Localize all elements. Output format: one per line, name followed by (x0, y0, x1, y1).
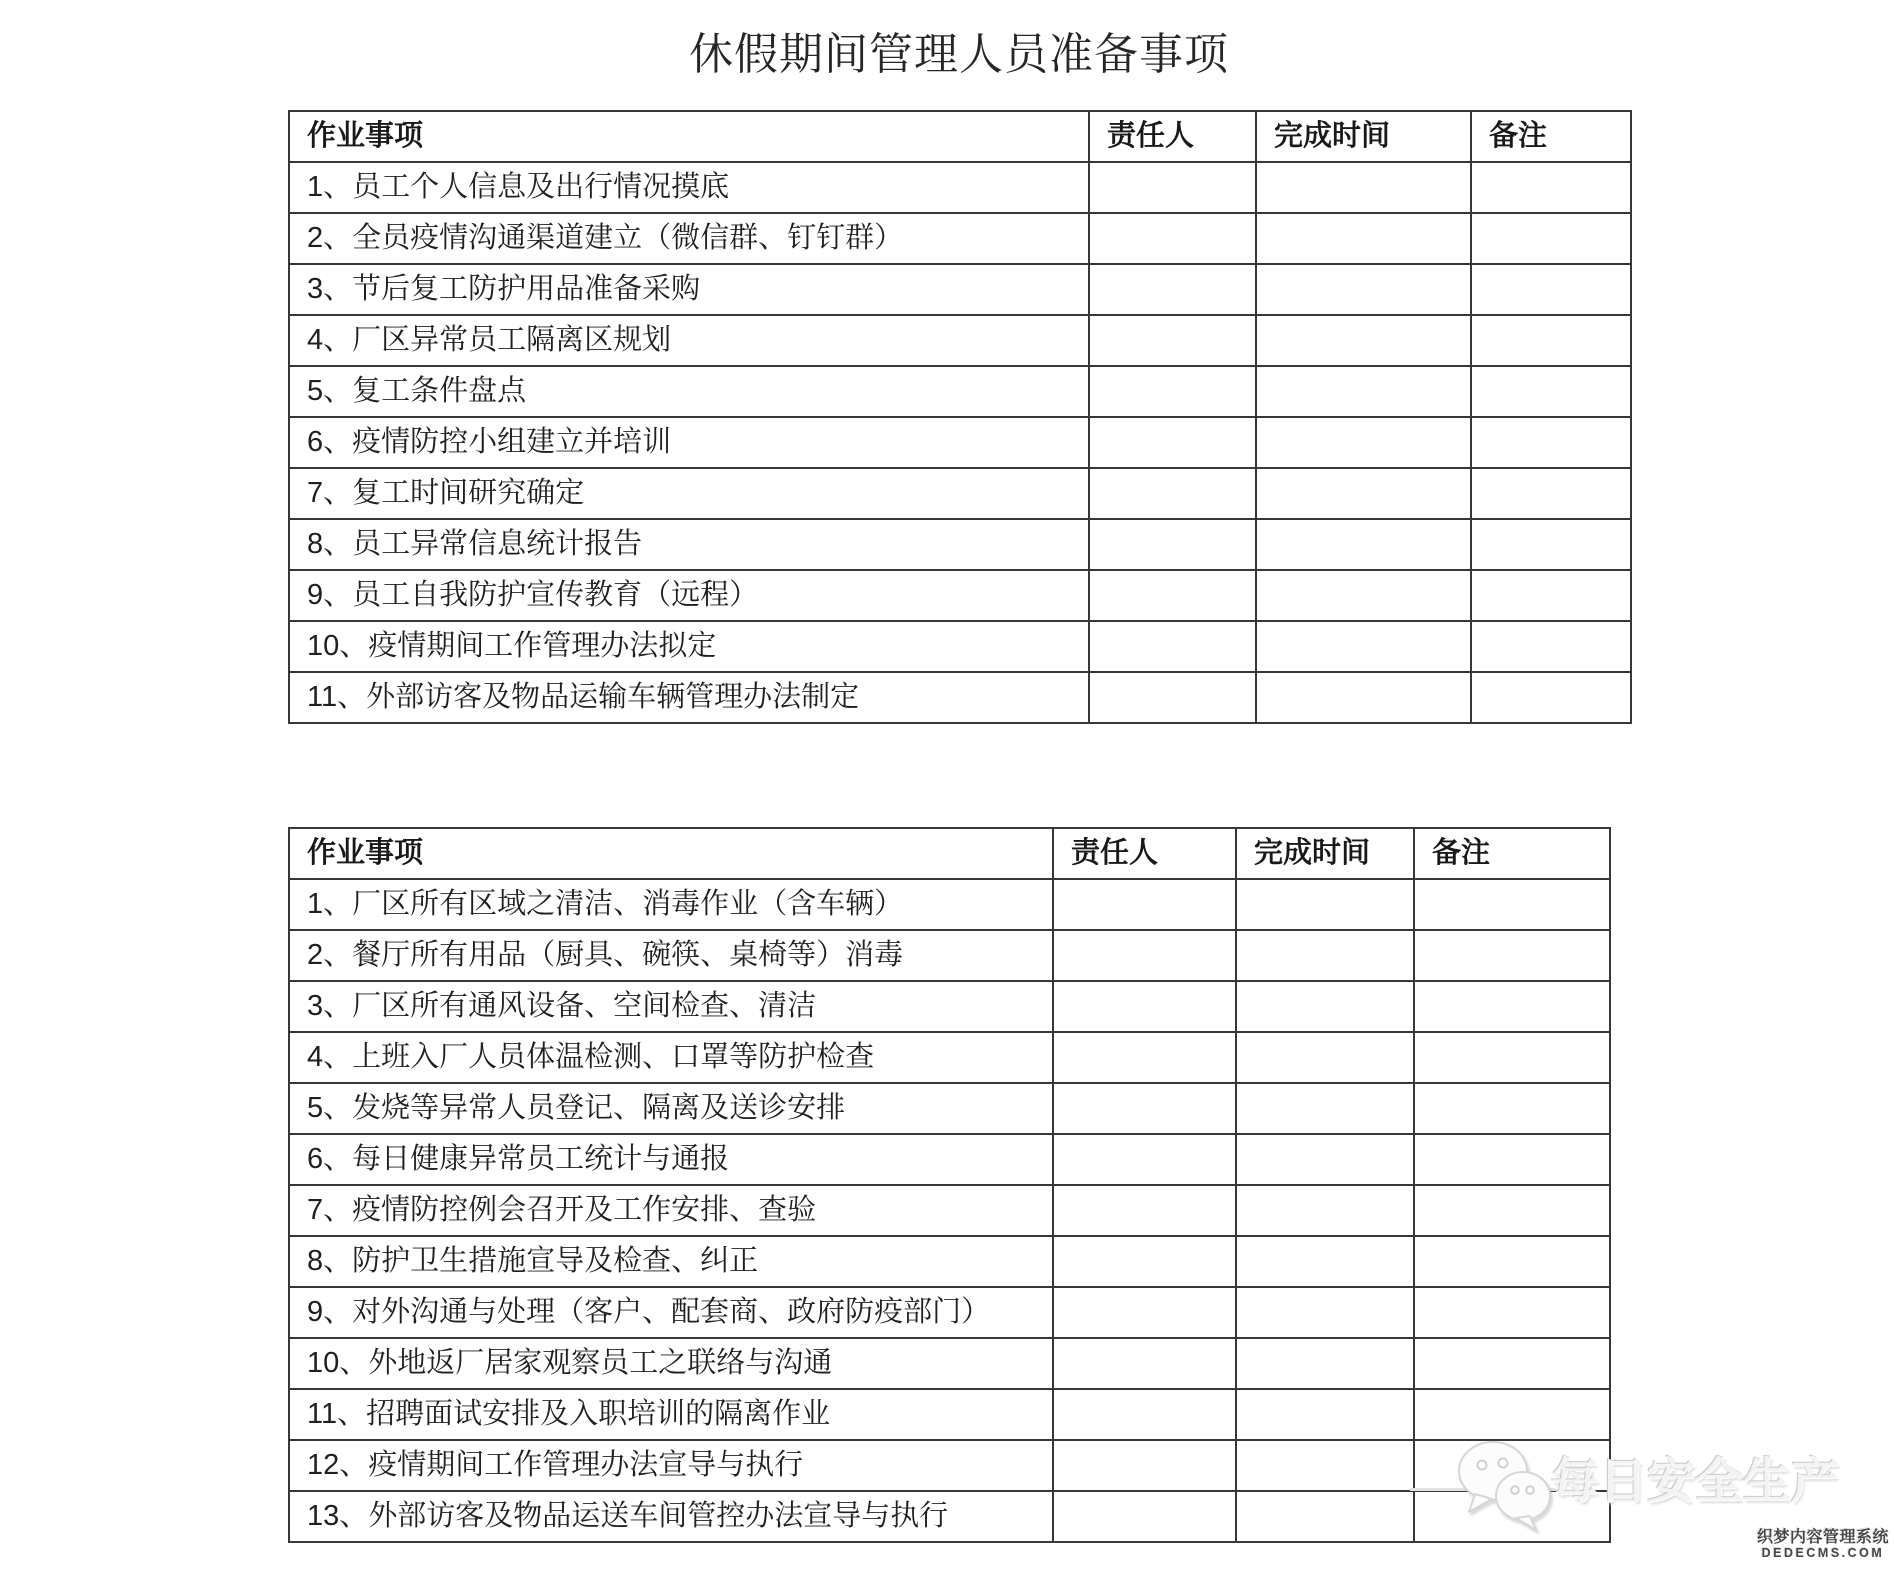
remarks-cell (1471, 621, 1631, 672)
responsible-cell (1053, 930, 1236, 981)
completion-time-cell (1236, 1236, 1414, 1287)
task-item-cell: 11、外部访客及物品运输车辆管理办法制定 (289, 672, 1089, 723)
completion-time-cell (1236, 981, 1414, 1032)
cms-badge-domain: DEDECMS.COM (1761, 1545, 1885, 1560)
task-item-cell: 4、厂区异常员工隔离区规划 (289, 315, 1089, 366)
responsible-cell (1053, 1491, 1236, 1542)
task-item-cell: 7、复工时间研究确定 (289, 468, 1089, 519)
remarks-cell (1471, 417, 1631, 468)
table-row (289, 1185, 1610, 1236)
remarks-cell (1471, 672, 1631, 723)
remarks-cell (1414, 879, 1610, 930)
table-row (289, 621, 1631, 672)
table-row (289, 1338, 1610, 1389)
table-row (289, 930, 1610, 981)
remarks-cell (1414, 1134, 1610, 1185)
remarks-cell (1414, 1032, 1610, 1083)
table-row (289, 1032, 1610, 1083)
remarks-cell (1414, 1338, 1610, 1389)
responsible-cell (1089, 264, 1256, 315)
table-row (289, 366, 1631, 417)
completion-time-cell (1256, 570, 1471, 621)
cms-badge (1757, 1529, 1889, 1560)
completion-time-cell (1256, 417, 1471, 468)
task-item-cell: 9、对外沟通与处理（客户、配套商、政府防疫部门） (289, 1287, 1053, 1338)
completion-time-cell (1256, 264, 1471, 315)
completion-time-cell (1256, 366, 1471, 417)
table-row (289, 879, 1610, 930)
remarks-cell (1414, 1083, 1610, 1134)
task-item-cell: 1、员工个人信息及出行情况摸底 (289, 162, 1089, 213)
column-header-completion-time: 完成时间 (1236, 828, 1414, 879)
responsible-cell (1053, 1185, 1236, 1236)
remarks-cell (1414, 1185, 1610, 1236)
table-row (289, 417, 1631, 468)
table-row (289, 1440, 1610, 1491)
responsible-cell (1089, 417, 1256, 468)
task-item-cell: 10、外地返厂居家观察员工之联络与沟通 (289, 1338, 1053, 1389)
task-item-cell: 6、每日健康异常员工统计与通报 (289, 1134, 1053, 1185)
responsible-cell (1053, 1338, 1236, 1389)
prep-table-operations (288, 827, 1611, 1543)
task-item-cell: 3、厂区所有通风设备、空间检查、清洁 (289, 981, 1053, 1032)
completion-time-cell (1256, 468, 1471, 519)
task-item-cell: 1、厂区所有区域之清洁、消毒作业（含车辆） (289, 879, 1053, 930)
table-row (289, 519, 1631, 570)
completion-time-cell (1236, 1083, 1414, 1134)
table-row (289, 264, 1631, 315)
table-row (289, 1389, 1610, 1440)
remarks-cell (1471, 570, 1631, 621)
remarks-cell (1471, 264, 1631, 315)
task-item-cell: 5、发烧等异常人员登记、隔离及送诊安排 (289, 1083, 1053, 1134)
table-row (289, 162, 1631, 213)
table-row (289, 1083, 1610, 1134)
responsible-cell (1053, 1134, 1236, 1185)
responsible-cell (1089, 672, 1256, 723)
table-row (289, 1287, 1610, 1338)
column-header-remarks: 备注 (1471, 111, 1631, 162)
completion-time-cell (1256, 519, 1471, 570)
table-row (289, 1236, 1610, 1287)
responsible-cell (1089, 213, 1256, 264)
header-row (289, 828, 1610, 879)
table-row (289, 1134, 1610, 1185)
column-header-remarks: 备注 (1414, 828, 1610, 879)
responsible-cell (1053, 1236, 1236, 1287)
responsible-cell (1053, 1083, 1236, 1134)
responsible-cell (1089, 162, 1256, 213)
task-item-cell: 9、员工自我防护宣传教育（远程） (289, 570, 1089, 621)
table-row (289, 1491, 1610, 1542)
task-item-cell: 10、疫情期间工作管理办法拟定 (289, 621, 1089, 672)
task-item-cell: 6、疫情防控小组建立并培训 (289, 417, 1089, 468)
responsible-cell (1089, 468, 1256, 519)
task-item-cell: 8、员工异常信息统计报告 (289, 519, 1089, 570)
column-header-responsible: 责任人 (1053, 828, 1236, 879)
completion-time-cell (1256, 162, 1471, 213)
task-item-cell: 12、疫情期间工作管理办法宣导与执行 (289, 1440, 1053, 1491)
column-header-task: 作业事项 (289, 828, 1053, 879)
column-header-completion-time: 完成时间 (1256, 111, 1471, 162)
task-item-cell: 13、外部访客及物品运送车间管控办法宣导与执行 (289, 1491, 1053, 1542)
completion-time-cell (1256, 213, 1471, 264)
completion-time-cell (1236, 879, 1414, 930)
completion-time-cell (1256, 315, 1471, 366)
header-row (289, 111, 1631, 162)
remarks-cell (1471, 162, 1631, 213)
task-item-cell: 2、餐厅所有用品（厨具、碗筷、桌椅等）消毒 (289, 930, 1053, 981)
task-item-cell: 5、复工条件盘点 (289, 366, 1089, 417)
table-row (289, 981, 1610, 1032)
completion-time-cell (1236, 1389, 1414, 1440)
watermark-brand-text: 每日安全生产 (1551, 1455, 1840, 1508)
completion-time-cell (1236, 1440, 1414, 1491)
remarks-cell (1414, 1389, 1610, 1440)
task-item-cell: 11、招聘面试安排及入职培训的隔离作业 (289, 1389, 1053, 1440)
cms-badge-name: 织梦内容管理系统 (1756, 1529, 1889, 1546)
remarks-cell (1471, 519, 1631, 570)
responsible-cell (1089, 315, 1256, 366)
responsible-cell (1089, 621, 1256, 672)
responsible-cell (1053, 981, 1236, 1032)
remarks-cell (1414, 930, 1610, 981)
responsible-cell (1053, 1287, 1236, 1338)
completion-time-cell (1256, 621, 1471, 672)
task-item-cell: 3、节后复工防护用品准备采购 (289, 264, 1089, 315)
responsible-cell (1089, 570, 1256, 621)
completion-time-cell (1256, 672, 1471, 723)
responsible-cell (1053, 1389, 1236, 1440)
table-row (289, 672, 1631, 723)
table-row (289, 468, 1631, 519)
completion-time-cell (1236, 1338, 1414, 1389)
completion-time-cell (1236, 1134, 1414, 1185)
completion-time-cell (1236, 1491, 1414, 1542)
remarks-cell (1414, 981, 1610, 1032)
page-title: 休假期间管理人员准备事项 (689, 30, 1229, 79)
responsible-cell (1053, 1032, 1236, 1083)
table-row (289, 570, 1631, 621)
prep-table-operations-body (289, 828, 1610, 1542)
wechat-icon (1456, 1440, 1556, 1532)
responsible-cell (1089, 366, 1256, 417)
completion-time-cell (1236, 930, 1414, 981)
remarks-cell (1471, 315, 1631, 366)
completion-time-cell (1236, 1032, 1414, 1083)
task-item-cell: 2、全员疫情沟通渠道建立（微信群、钉钉群） (289, 213, 1089, 264)
table-row (289, 213, 1631, 264)
responsible-cell (1053, 879, 1236, 930)
remarks-cell (1414, 1236, 1610, 1287)
task-item-cell: 4、上班入厂人员体温检测、口罩等防护检查 (289, 1032, 1053, 1083)
responsible-cell (1089, 519, 1256, 570)
remarks-cell (1471, 468, 1631, 519)
prep-table-management-body (289, 111, 1631, 723)
task-item-cell: 8、防护卫生措施宣导及检查、纠正 (289, 1236, 1053, 1287)
remarks-cell (1471, 366, 1631, 417)
remarks-cell (1414, 1287, 1610, 1338)
remarks-cell (1471, 213, 1631, 264)
completion-time-cell (1236, 1185, 1414, 1236)
completion-time-cell (1236, 1287, 1414, 1338)
task-item-cell: 7、疫情防控例会召开及工作安排、查验 (289, 1185, 1053, 1236)
responsible-cell (1053, 1440, 1236, 1491)
column-header-task: 作业事项 (289, 111, 1089, 162)
prep-table-management (288, 110, 1632, 724)
column-header-responsible: 责任人 (1089, 111, 1256, 162)
table-row (289, 315, 1631, 366)
